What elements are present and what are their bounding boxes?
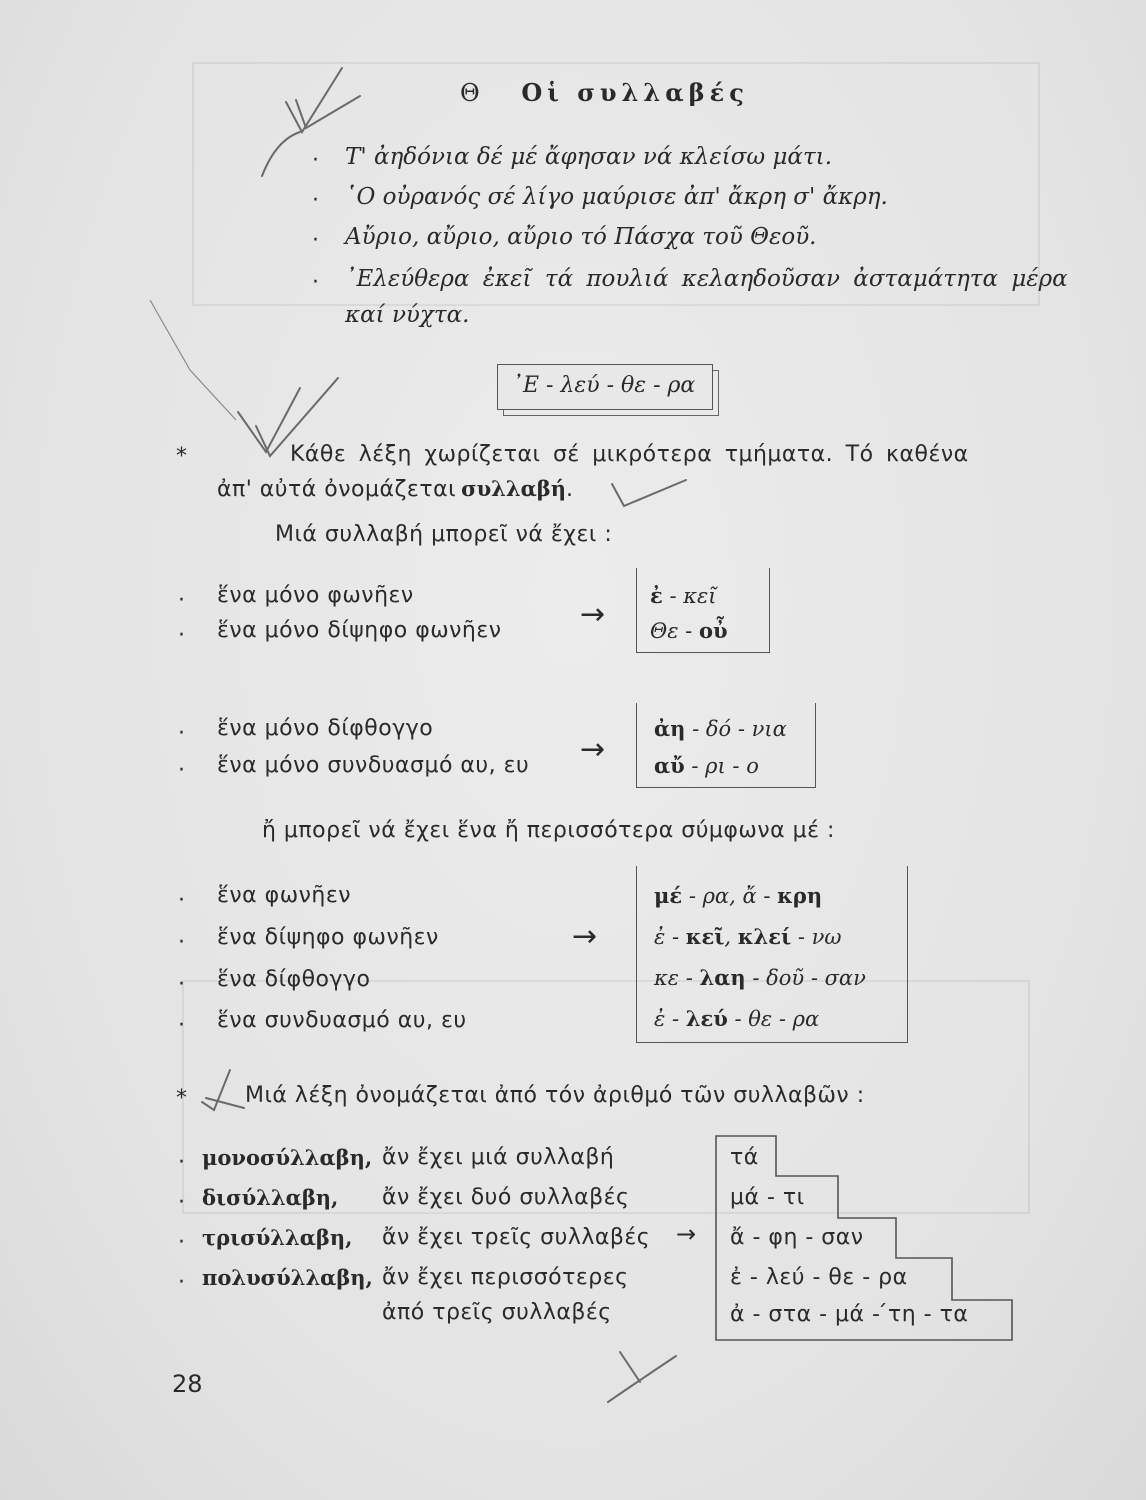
group2-arrow: → xyxy=(580,732,606,767)
poem-line-4: ᾿Ελεύθερα ἐκεῖ τά πουλιά κελαηδοῦσαν ἀσταμάτητα μέρα xyxy=(345,266,1068,292)
rule1-term-syllable: συλλαβή xyxy=(461,476,567,501)
intro-vowels: Μιά συλλαβή μπορεῖ νά ἔχει : xyxy=(275,522,613,547)
group2-item-1: ἕνα μόνο δίφθογγο xyxy=(217,716,434,741)
group1-item-1: ἕνα μόνο φωνῆεν xyxy=(217,583,414,608)
group3-arrow: → xyxy=(572,919,598,954)
g2-ex2-bold: αὔ xyxy=(654,753,685,778)
poem-line-5: καί νύχτα. xyxy=(345,302,470,328)
poem-bullet-3: · xyxy=(312,228,319,253)
type-desc-1: ἄν ἔχει μιά συλλαβή xyxy=(382,1145,615,1170)
intro-consonants: ἤ μπορεῖ νά ἔχει ἕνα ἤ περισσότερα σύμφωνα μέ : xyxy=(262,818,835,843)
staircase-step-4: ἐ - λεύ - θε - ρα xyxy=(730,1265,908,1290)
group3-item-2: ἕνα δίψηφο φωνῆεν xyxy=(217,925,439,950)
check-mark-4b xyxy=(206,1098,244,1108)
example-word: ᾿Ε - λεύ - θε - ρα xyxy=(512,373,696,398)
staircase-arrow: → xyxy=(676,1220,697,1248)
group2-item-2: ἕνα μόνο συνδυασμό αυ, ευ xyxy=(217,753,530,778)
poem-bullet-4: · xyxy=(312,270,319,295)
poem-line-2: ῾Ο οὐρανός σέ λίγο μαύρισε ἀπ' ἄκρη σ' ἄκρη. xyxy=(345,184,888,210)
rule2-text: Μιά λέξη ὀνομάζεται ἀπό τόν ἀριθμό τῶν συλλαβῶν : xyxy=(245,1083,865,1108)
group3-item-3: ἕνα δίφθογγο xyxy=(217,967,371,992)
type-term-1: μονοσύλλαβη, xyxy=(202,1145,373,1170)
check-mark-2b xyxy=(256,378,338,456)
group1-item-2: ἕνα μόνο δίψηφο φωνῆεν xyxy=(217,618,502,643)
staircase-step-2: μά - τι xyxy=(730,1185,805,1210)
type-term-4: πολυσύλλαβη, xyxy=(202,1265,373,1290)
check-mark-3 xyxy=(612,480,686,506)
poem-line-3: Αὔριο, αὔριο, αὔριο τό Πάσχα τοῦ Θεοῦ. xyxy=(345,224,817,250)
g3-r4-b1: λεύ xyxy=(685,1006,728,1031)
type-bullet-4: · xyxy=(178,1270,185,1295)
g2-ex1-bold: ἀη xyxy=(654,716,686,741)
g3-r4-i2: - θε - ρα xyxy=(727,1007,820,1031)
rule2-bullet: * xyxy=(176,1086,188,1111)
poem-line-1: Τ' ἀηδόνια δέ μέ ἄφησαν νά κλείσω μάτι. xyxy=(345,144,833,170)
check-mark-1b xyxy=(296,96,360,128)
g3-r1-i1: - ρα, xyxy=(682,884,743,908)
g3-r2-b1: κεῖ xyxy=(685,924,725,949)
staircase-step-1: τά xyxy=(730,1145,759,1170)
group3-item-4: ἕνα συνδυασμό αυ, ευ xyxy=(217,1008,467,1033)
staircase-step-5: ἀ - στα - μά - ́τη - τα xyxy=(730,1302,969,1327)
g3-r1-b2: κρη xyxy=(777,883,823,908)
g2-ex2-italic: - ρι - ο xyxy=(684,754,759,778)
group3-bullet-4: · xyxy=(178,1013,185,1038)
poem-bullet-1: · xyxy=(312,148,319,173)
g3-r2-b2: κλεί xyxy=(737,924,792,949)
g3-r1-b1: μέ xyxy=(654,883,683,908)
rule1-bullet: * xyxy=(176,444,188,469)
g2-ex1-italic: - δό - νια xyxy=(685,717,787,741)
group3-bullet-3: · xyxy=(178,972,185,997)
check-mark-1 xyxy=(262,68,342,176)
type-term-3: τρισύλλαβη, xyxy=(202,1225,353,1250)
type-bullet-3: · xyxy=(178,1230,185,1255)
g3-r4-i1: ἐ xyxy=(654,1007,666,1031)
rule1-line1: Κάθε λέξη χωρίζεται σέ μικρότερα τμήματα. Τό καθένα xyxy=(290,442,969,467)
g1-ex2-sep: - xyxy=(678,619,699,643)
check-mark-5 xyxy=(608,1352,676,1402)
g1-ex2-italic: Θε xyxy=(650,619,679,643)
group1-bullet-2: · xyxy=(178,623,185,648)
g3-r2-i2: - νω xyxy=(791,925,842,949)
page-number: 28 xyxy=(172,1370,203,1398)
group3-item-1: ἕνα φωνῆεν xyxy=(217,883,352,908)
type-desc-2: ἄν ἔχει δυό συλλαβές xyxy=(382,1185,630,1210)
rule1-line2-prefix: ἀπ' αὐτά ὀνομάζεται xyxy=(217,477,457,502)
type-desc-4-extra: ἀπό τρεῖς συλλαβές xyxy=(382,1300,612,1325)
group3-bullet-2: · xyxy=(178,930,185,955)
g1-ex1-sep: - xyxy=(662,584,684,608)
type-term-2: δισύλλαβη, xyxy=(202,1185,339,1210)
type-bullet-2: · xyxy=(178,1190,185,1215)
g3-r2-i1: ἐ xyxy=(654,925,666,949)
group3-bullet-1: · xyxy=(178,888,185,913)
g3-r3-i2: - δοῦ - σαν xyxy=(745,966,866,990)
type-desc-3: ἄν ἔχει τρεῖς συλλαβές xyxy=(382,1225,651,1250)
g1-ex2-bold: οὖ xyxy=(698,618,728,643)
type-bullet-1: · xyxy=(178,1150,185,1175)
group2-bullet-2: · xyxy=(178,758,185,783)
g3-r3-sep1: - xyxy=(679,966,700,990)
g3-r3-b1: λαη xyxy=(699,965,746,990)
g3-r1-sep: - xyxy=(756,884,778,908)
g3-r3-i1: κε xyxy=(654,966,680,990)
g3-r4-sep1: - xyxy=(665,1007,686,1031)
g3-r2-sep2: , xyxy=(724,925,738,949)
g3-r1-i2: ἄ xyxy=(742,884,757,908)
staircase-step-3: ἄ - φη - σαν xyxy=(730,1225,864,1250)
stray-line-1 xyxy=(150,300,236,420)
poem-bullet-2: · xyxy=(312,188,319,213)
check-mark-2 xyxy=(238,388,300,452)
group2-bullet-1: · xyxy=(178,721,185,746)
group1-bullet-1: · xyxy=(178,588,185,613)
rule1-period: . xyxy=(566,477,574,502)
group1-arrow: → xyxy=(580,597,606,632)
g1-ex1-bold: ἐ xyxy=(650,583,663,608)
title-symbol: Θ xyxy=(460,79,484,107)
g3-r2-sep1: - xyxy=(665,925,686,949)
g1-ex1-italic: κεῖ xyxy=(683,584,717,608)
type-desc-4: ἄν ἔχει περισσότερες xyxy=(382,1265,629,1290)
title-text: Οἱ συλλαβές xyxy=(521,78,749,107)
